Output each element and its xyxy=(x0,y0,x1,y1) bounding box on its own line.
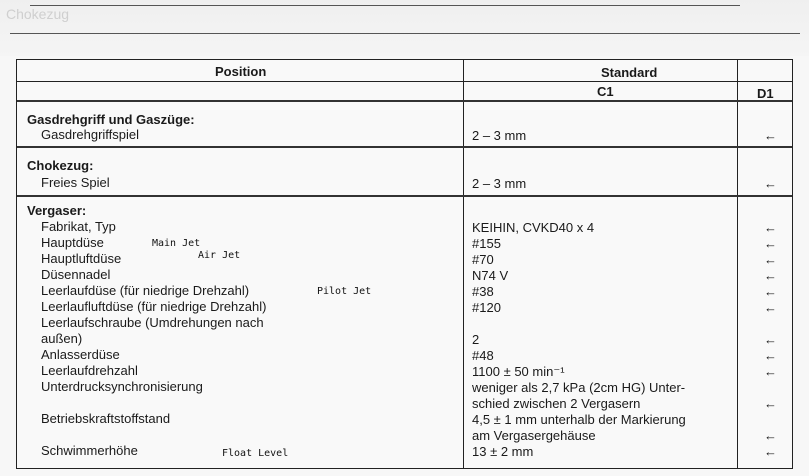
row-value: 1100 ± 50 min⁻¹ xyxy=(472,364,565,379)
section-divider-1 xyxy=(17,146,792,148)
row-value: 2 – 3 mm xyxy=(472,128,527,143)
annotation-float-level: Float Level xyxy=(222,448,289,459)
row-label: Gasdrehgriffspiel xyxy=(41,127,140,142)
row-label: Leerlaufdüse (für niedrige Drehzahl) xyxy=(41,283,250,298)
row-value: N74 V xyxy=(472,268,509,283)
same-as-arrow: ← xyxy=(764,176,777,191)
annotation-air-jet: Air Jet xyxy=(198,250,241,261)
row-value: #120 xyxy=(472,300,501,315)
same-as-arrow: ← xyxy=(764,268,777,283)
column-divider-standard xyxy=(463,60,464,468)
row-value: #70 xyxy=(472,252,494,267)
row-label: Leerlaufluftdüse (für niedrige Drehzahl) xyxy=(41,299,267,314)
row-value: weniger als 2,7 kPa (2cm HG) Unter- xyxy=(472,380,686,395)
same-as-arrow: ← xyxy=(764,332,777,347)
row-value: #38 xyxy=(472,284,494,299)
annotation-main-jet: Main Jet xyxy=(152,238,201,249)
header-standard: Standard xyxy=(601,65,658,80)
section-title-throttle: Gasdrehgriff und Gaszüge: xyxy=(27,112,195,127)
header-rule xyxy=(10,33,800,34)
same-as-arrow: ← xyxy=(764,252,777,267)
header-bottom-rule xyxy=(17,100,792,102)
carburetor-spec-table xyxy=(16,59,793,469)
same-as-arrow: ← xyxy=(764,128,777,143)
row-value: #155 xyxy=(472,236,501,251)
top-rule xyxy=(30,5,740,6)
row-label: Hauptdüse xyxy=(41,235,104,250)
same-as-arrow: ← xyxy=(764,348,777,363)
row-label: Betriebskraftstoffstand xyxy=(41,411,171,426)
column-divider-d1 xyxy=(737,60,738,468)
same-as-arrow: ← xyxy=(764,396,777,411)
row-label: Düsennadel xyxy=(41,267,111,282)
row-value: 2 xyxy=(472,332,480,347)
row-value: 2 – 3 mm xyxy=(472,176,527,191)
same-as-arrow: ← xyxy=(764,236,777,251)
row-value: 13 ± 2 mm xyxy=(472,444,534,459)
row-label: Hauptluftdüse xyxy=(41,251,122,266)
row-value-continued: schied zwischen 2 Vergasern xyxy=(472,396,641,411)
faded-header-text: Chokezug xyxy=(6,6,70,22)
same-as-arrow: ← xyxy=(764,300,777,315)
same-as-arrow: ← xyxy=(764,284,777,299)
annotation-pilot-jet: Pilot Jet xyxy=(317,286,372,297)
section-divider-2 xyxy=(17,195,792,197)
row-value: KEIHIN, CVKD40 x 4 xyxy=(472,220,595,235)
header-position: Position xyxy=(215,64,267,79)
row-label-continued: außen) xyxy=(41,331,83,346)
header-d1: D1 xyxy=(757,86,774,101)
row-label: Anlasserdüse xyxy=(41,347,120,362)
row-value: 4,5 ± 1 mm unterhalb der Markierung xyxy=(472,412,686,427)
row-label: Schwimmerhöhe xyxy=(41,443,138,458)
header-divider xyxy=(17,81,792,82)
same-as-arrow: ← xyxy=(764,364,777,379)
row-label: Leerlaufschraube (Umdrehungen nach xyxy=(41,315,264,330)
faded-page-header xyxy=(0,0,809,56)
same-as-arrow: ← xyxy=(764,428,777,443)
same-as-arrow: ← xyxy=(764,220,777,235)
row-value-continued: am Vergasergehäuse xyxy=(472,428,596,443)
row-label: Unterdrucksynchronisierung xyxy=(41,379,203,394)
header-c1: C1 xyxy=(597,84,614,99)
row-label: Freies Spiel xyxy=(41,175,110,190)
section-title-carburetor: Vergaser: xyxy=(27,203,87,218)
same-as-arrow: ← xyxy=(764,444,777,459)
row-value: #48 xyxy=(472,348,494,363)
section-title-choke: Chokezug: xyxy=(27,158,94,173)
row-label: Leerlaufdrehzahl xyxy=(41,363,138,378)
row-label: Fabrikat, Typ xyxy=(41,219,116,234)
